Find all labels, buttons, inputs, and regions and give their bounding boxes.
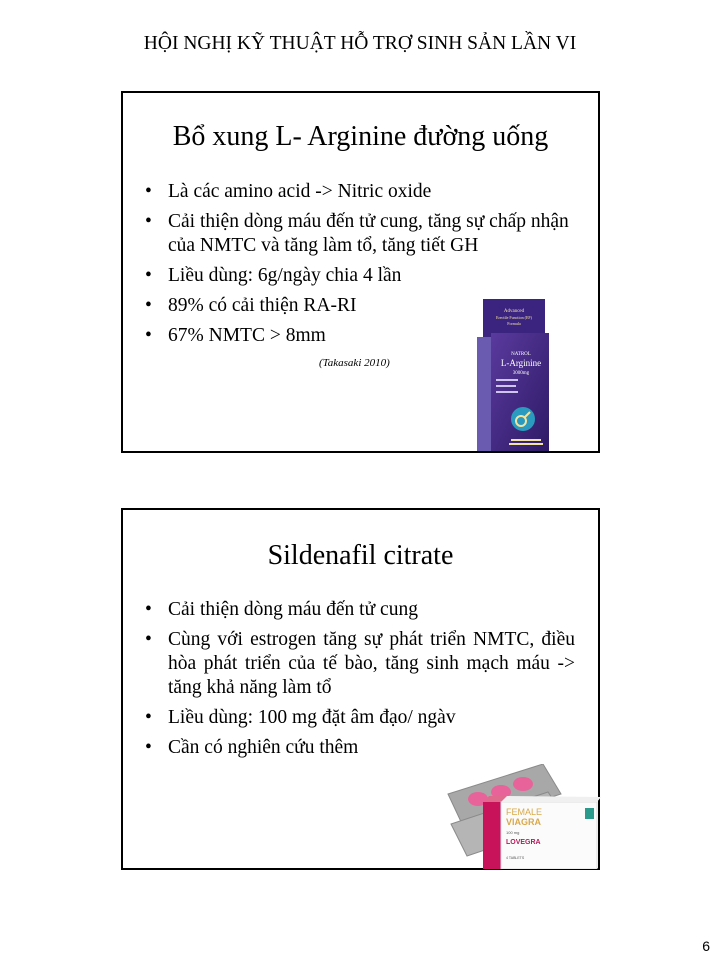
bullet-item: • Cải thiện dòng máu đến tử cung — [143, 598, 575, 622]
product-count: 4 TABLETS — [506, 856, 525, 860]
l-arginine-product-image — [477, 299, 552, 451]
bullet-item: • Cải thiện dòng máu đến tử cung, tăng sự chấp nhận của NMTC và tăng làm tổ, tăng tiết GH — [143, 210, 583, 258]
slide-title: Sildenafil citrate — [267, 540, 454, 571]
document-header: HỘI NGHỊ KỸ THUẬT HỖ TRỢ SINH SẢN LẦN VI — [143, 33, 577, 54]
bullet-item: • Liều dùng: 100 mg đặt âm đạo/ ngàv — [143, 706, 575, 730]
bullet-item: • Cần có nghiên cứu thêm — [143, 736, 575, 760]
product-brand: NATROL — [511, 352, 531, 357]
product-dose: 100 mg — [506, 830, 520, 835]
slide-title: Bổ xung L- Arginine đường uống — [172, 121, 549, 152]
svg-text:Erectile Function (EF): Erectile Function (EF) — [496, 315, 532, 320]
page-number: 6 — [702, 938, 710, 954]
bullet-item: • Cùng với estrogen tăng sự phát triển NMTC, điều hòa phát triển của tế bào, tăng sinh mạch máu -> tăng khả năng làm tổ — [143, 628, 575, 700]
product-name: L-Arginine — [500, 358, 542, 368]
svg-text:Formula: Formula — [507, 321, 521, 326]
bullet-item: • 67% NMTC > 8mm — [143, 324, 583, 348]
bullet-list — [143, 598, 575, 766]
product-top-text: Advanced — [503, 309, 525, 314]
product-line2: VIAGRA — [506, 817, 542, 827]
male-symbol-icon — [511, 407, 535, 431]
product-dose: 3000mg — [512, 371, 530, 376]
citation: (Takasaki 2010) — [319, 357, 390, 369]
slide-l-arginine — [121, 91, 600, 453]
product-name: LOVEGRA — [506, 839, 541, 846]
slide-sildenafil — [121, 508, 600, 870]
bullet-item: • Là các amino acid -> Nitric oxide — [143, 180, 583, 204]
bullet-item: • Liều dùng: 6g/ngày chia 4 lần — [143, 264, 583, 288]
product-line1: FEMALE — [506, 807, 543, 817]
bullet-item: • 89% có cải thiện RA-RI — [143, 294, 583, 318]
lovegra-product-image — [443, 764, 601, 869]
